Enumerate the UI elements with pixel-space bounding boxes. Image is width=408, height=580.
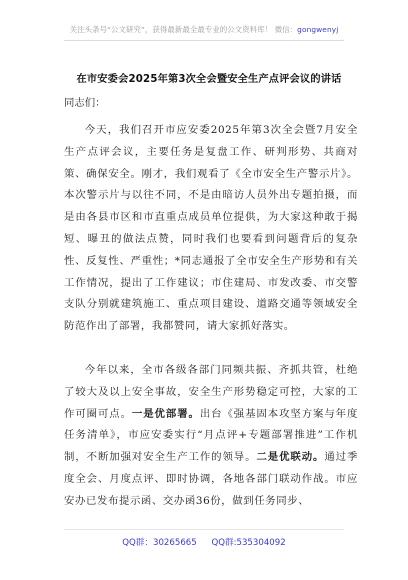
wechat-id: gongwenyj — [297, 25, 339, 34]
point-1-heading: 一是优部署。 — [131, 407, 200, 420]
document-body — [64, 120, 358, 338]
point-1-text: 出台《强基固本攻坚方案与年度任务清单》，市应安委实行“月点评+专题部署推进”工作机制，不断加强对安全生产工作的领导。 — [64, 407, 358, 464]
footer-qq-group-2: QQ群:535304092 — [211, 538, 286, 548]
point-2-heading: 二是优联动。 — [256, 451, 325, 464]
document-title: 在市安委会2025年第3次全会暨安全生产点评会议的讲话 — [76, 74, 342, 85]
paragraph-1: 今天，我们召开市应安委2025年第3次全会暨7月安全生产点评会议，主要任务是复盘工作、研判形势、共商对策、确保安全。刚才，我们观看了《全市安全生产警示片》。本次警示片与以往不同，不是由暗访人员外出专题拍摄，而是由各县市区和市直重点成员单位提供，为大家这种敢于揭短、曝丑的做法点赞，同时我们也要看到问题背后的复杂性、反复性、严重性；*同志通报了全市安全生产形势和有关工作情况，提出了工作建议；市住建局、市发改委、市交警支队分别就建筑施工、重点项目建设、道路交通等领域安全防范作出了部署，我都赞同，请大家抓好落实。 — [64, 124, 358, 333]
footer — [0, 536, 408, 548]
salutation: 同志们： — [64, 97, 106, 109]
footer-qq-group-1: QQ群：30265665 — [122, 538, 197, 548]
header-divider — [64, 40, 344, 41]
header-banner — [0, 24, 408, 35]
paragraph-2-intro: 今年以来，全市各级各部门同频共振、齐抓共管，杜绝了较大及以上安全事故，安全生产形势稳定可控，大家的工作可圈可点。 — [64, 364, 358, 420]
header-banner-text: 关注头条号“公文研究”，获得最新最全最专业的公文资料库！ 微信： — [69, 25, 298, 34]
paragraph-2 — [64, 360, 358, 513]
document-body-2 — [64, 360, 358, 513]
footer-divider — [64, 529, 344, 530]
point-2-text: 通过季度全会、月度点评、即时协调，各地各部门联动作战。市应安办已发布提示函、交办函36份，做到任务同步、 — [64, 451, 358, 507]
